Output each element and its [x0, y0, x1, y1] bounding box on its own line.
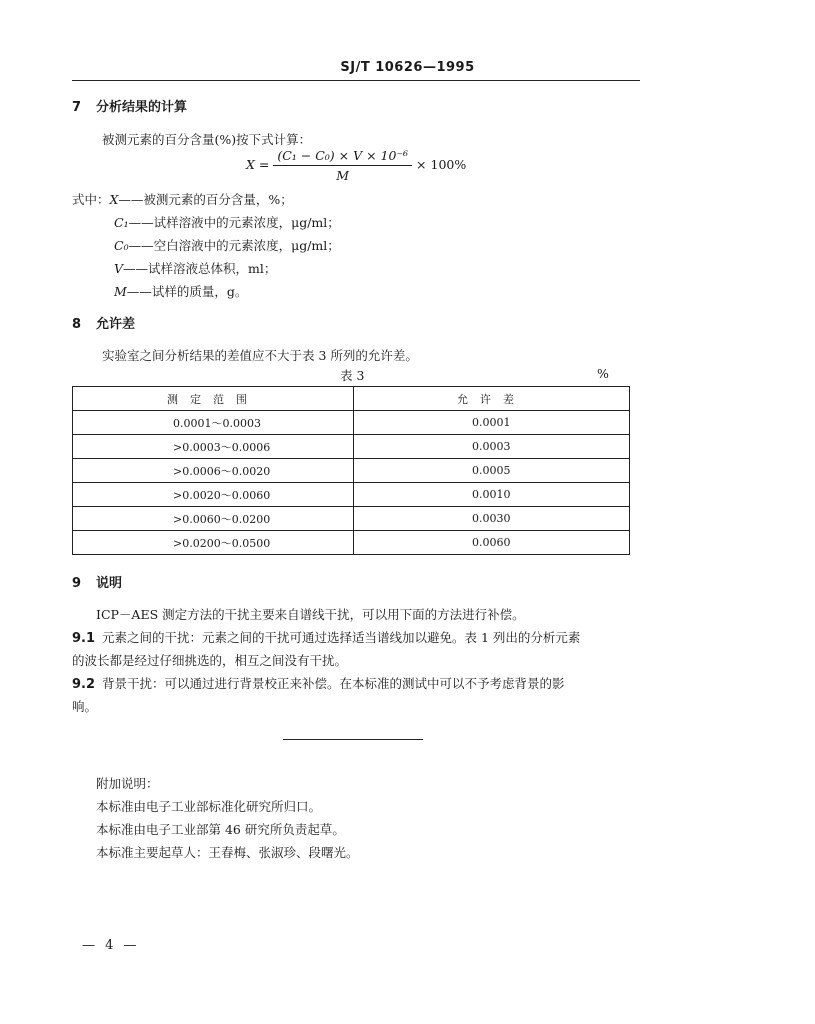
section-8-heading [72, 313, 135, 332]
table-row [73, 459, 630, 483]
table-unit: % [597, 366, 609, 381]
section-number: 9 [72, 576, 82, 591]
clause-9-2-line1 [72, 674, 565, 692]
clause-9-2-line2: 响。 [72, 699, 98, 714]
variable-symbol: X [109, 192, 119, 207]
where-prefix: 式中： [72, 192, 110, 207]
table-row [73, 531, 630, 555]
table-caption: 表 3 [340, 368, 365, 383]
tolerance-cell: 0.0001 [354, 411, 630, 435]
variable-description: ——试样溶液总体积，ml； [123, 261, 277, 276]
appendix-line: 本标准由电子工业部标准化研究所归口。 [96, 799, 322, 814]
section-9-heading [72, 572, 122, 591]
range-cell: >0.0060～0.0200 [73, 507, 354, 531]
clause-text: 背景干扰：可以通过进行背景校正来补偿。在本标准的测试中可以不予考虑背景的影 [102, 676, 565, 691]
formula-lhs: X = [246, 157, 270, 172]
section-title: 分析结果的计算 [96, 100, 188, 115]
tolerance-cell: 0.0005 [354, 459, 630, 483]
variable-symbol: C₁ [114, 215, 129, 230]
table-row [73, 411, 630, 435]
table-row [73, 435, 630, 459]
appendix-title: 附加说明： [96, 776, 159, 791]
header-rule [72, 80, 640, 81]
section-number: 8 [72, 317, 82, 332]
variable-description: ——被测元素的百分含量，%； [118, 192, 293, 207]
section-7-heading [72, 96, 187, 115]
section-number: 7 [72, 100, 82, 115]
variable-description: ——空白溶液中的元素浓度，μg/ml； [128, 238, 340, 253]
variable-symbol: V [114, 261, 124, 276]
end-rule [283, 739, 423, 740]
appendix-line: 本标准由电子工业部第 46 研究所负责起草。 [96, 822, 345, 837]
variable-symbol: C₀ [114, 238, 129, 253]
table-header-row [73, 387, 630, 411]
variable-symbol: M [114, 284, 127, 299]
formula-denominator: M [336, 168, 350, 183]
formula-tail: × 100% [416, 157, 467, 172]
tolerance-table [72, 386, 630, 555]
tolerance-cell: 0.0030 [354, 507, 630, 531]
variable-line [114, 213, 340, 231]
variable-line [72, 190, 293, 208]
appendix-line: 本标准主要起草人：王春梅、张淑珍、段曙光。 [96, 845, 359, 860]
formula-fraction [273, 148, 412, 183]
formula [246, 148, 466, 183]
section-8-intro: 实验室之间分析结果的差值应不大于表 3 所列的允许差。 [102, 348, 418, 363]
range-cell: >0.0020～0.0060 [73, 483, 354, 507]
range-cell: 0.0001～0.0003 [73, 411, 354, 435]
variable-line [114, 236, 340, 254]
formula-numerator: (C₁ − C₀) × V × 10⁻⁶ [273, 148, 412, 166]
variable-description: ——试样的质量，g。 [126, 284, 248, 299]
standard-number: SJ/T 10626—1995 [340, 60, 475, 75]
variable-line [114, 282, 247, 300]
range-cell: >0.0200～0.0500 [73, 531, 354, 555]
column-header: 允许差 [354, 387, 630, 411]
clause-number: 9.2 [72, 677, 96, 692]
section-title: 说明 [96, 576, 123, 591]
page-number: — 4 — [82, 938, 140, 953]
clause-9-1-line1 [72, 628, 580, 646]
clause-number: 9.1 [72, 631, 96, 646]
clause-9-1-line2: 的波长都是经过仔细挑选的，相互之间没有干扰。 [72, 653, 348, 668]
section-title: 允许差 [96, 317, 136, 332]
section-9-intro: ICP－AES 测定方法的干扰主要来自谱线干扰，可以用下面的方法进行补偿。 [96, 607, 525, 622]
table-row [73, 483, 630, 507]
tolerance-cell: 0.0010 [354, 483, 630, 507]
range-cell: >0.0003～0.0006 [73, 435, 354, 459]
table-row [73, 507, 630, 531]
variable-description: ——试样溶液中的元素浓度，μg/ml； [128, 215, 340, 230]
range-cell: >0.0006～0.0020 [73, 459, 354, 483]
clause-text: 元素之间的干扰：元素之间的干扰可通过选择适当谱线加以避免。表 1 列出的分析元素 [102, 630, 581, 645]
tolerance-cell: 0.0060 [354, 531, 630, 555]
column-header: 测定范围 [73, 387, 354, 411]
section-7-intro: 被测元素的百分含量(%)按下式计算： [102, 132, 312, 147]
tolerance-cell: 0.0003 [354, 435, 630, 459]
variable-line [114, 259, 276, 277]
